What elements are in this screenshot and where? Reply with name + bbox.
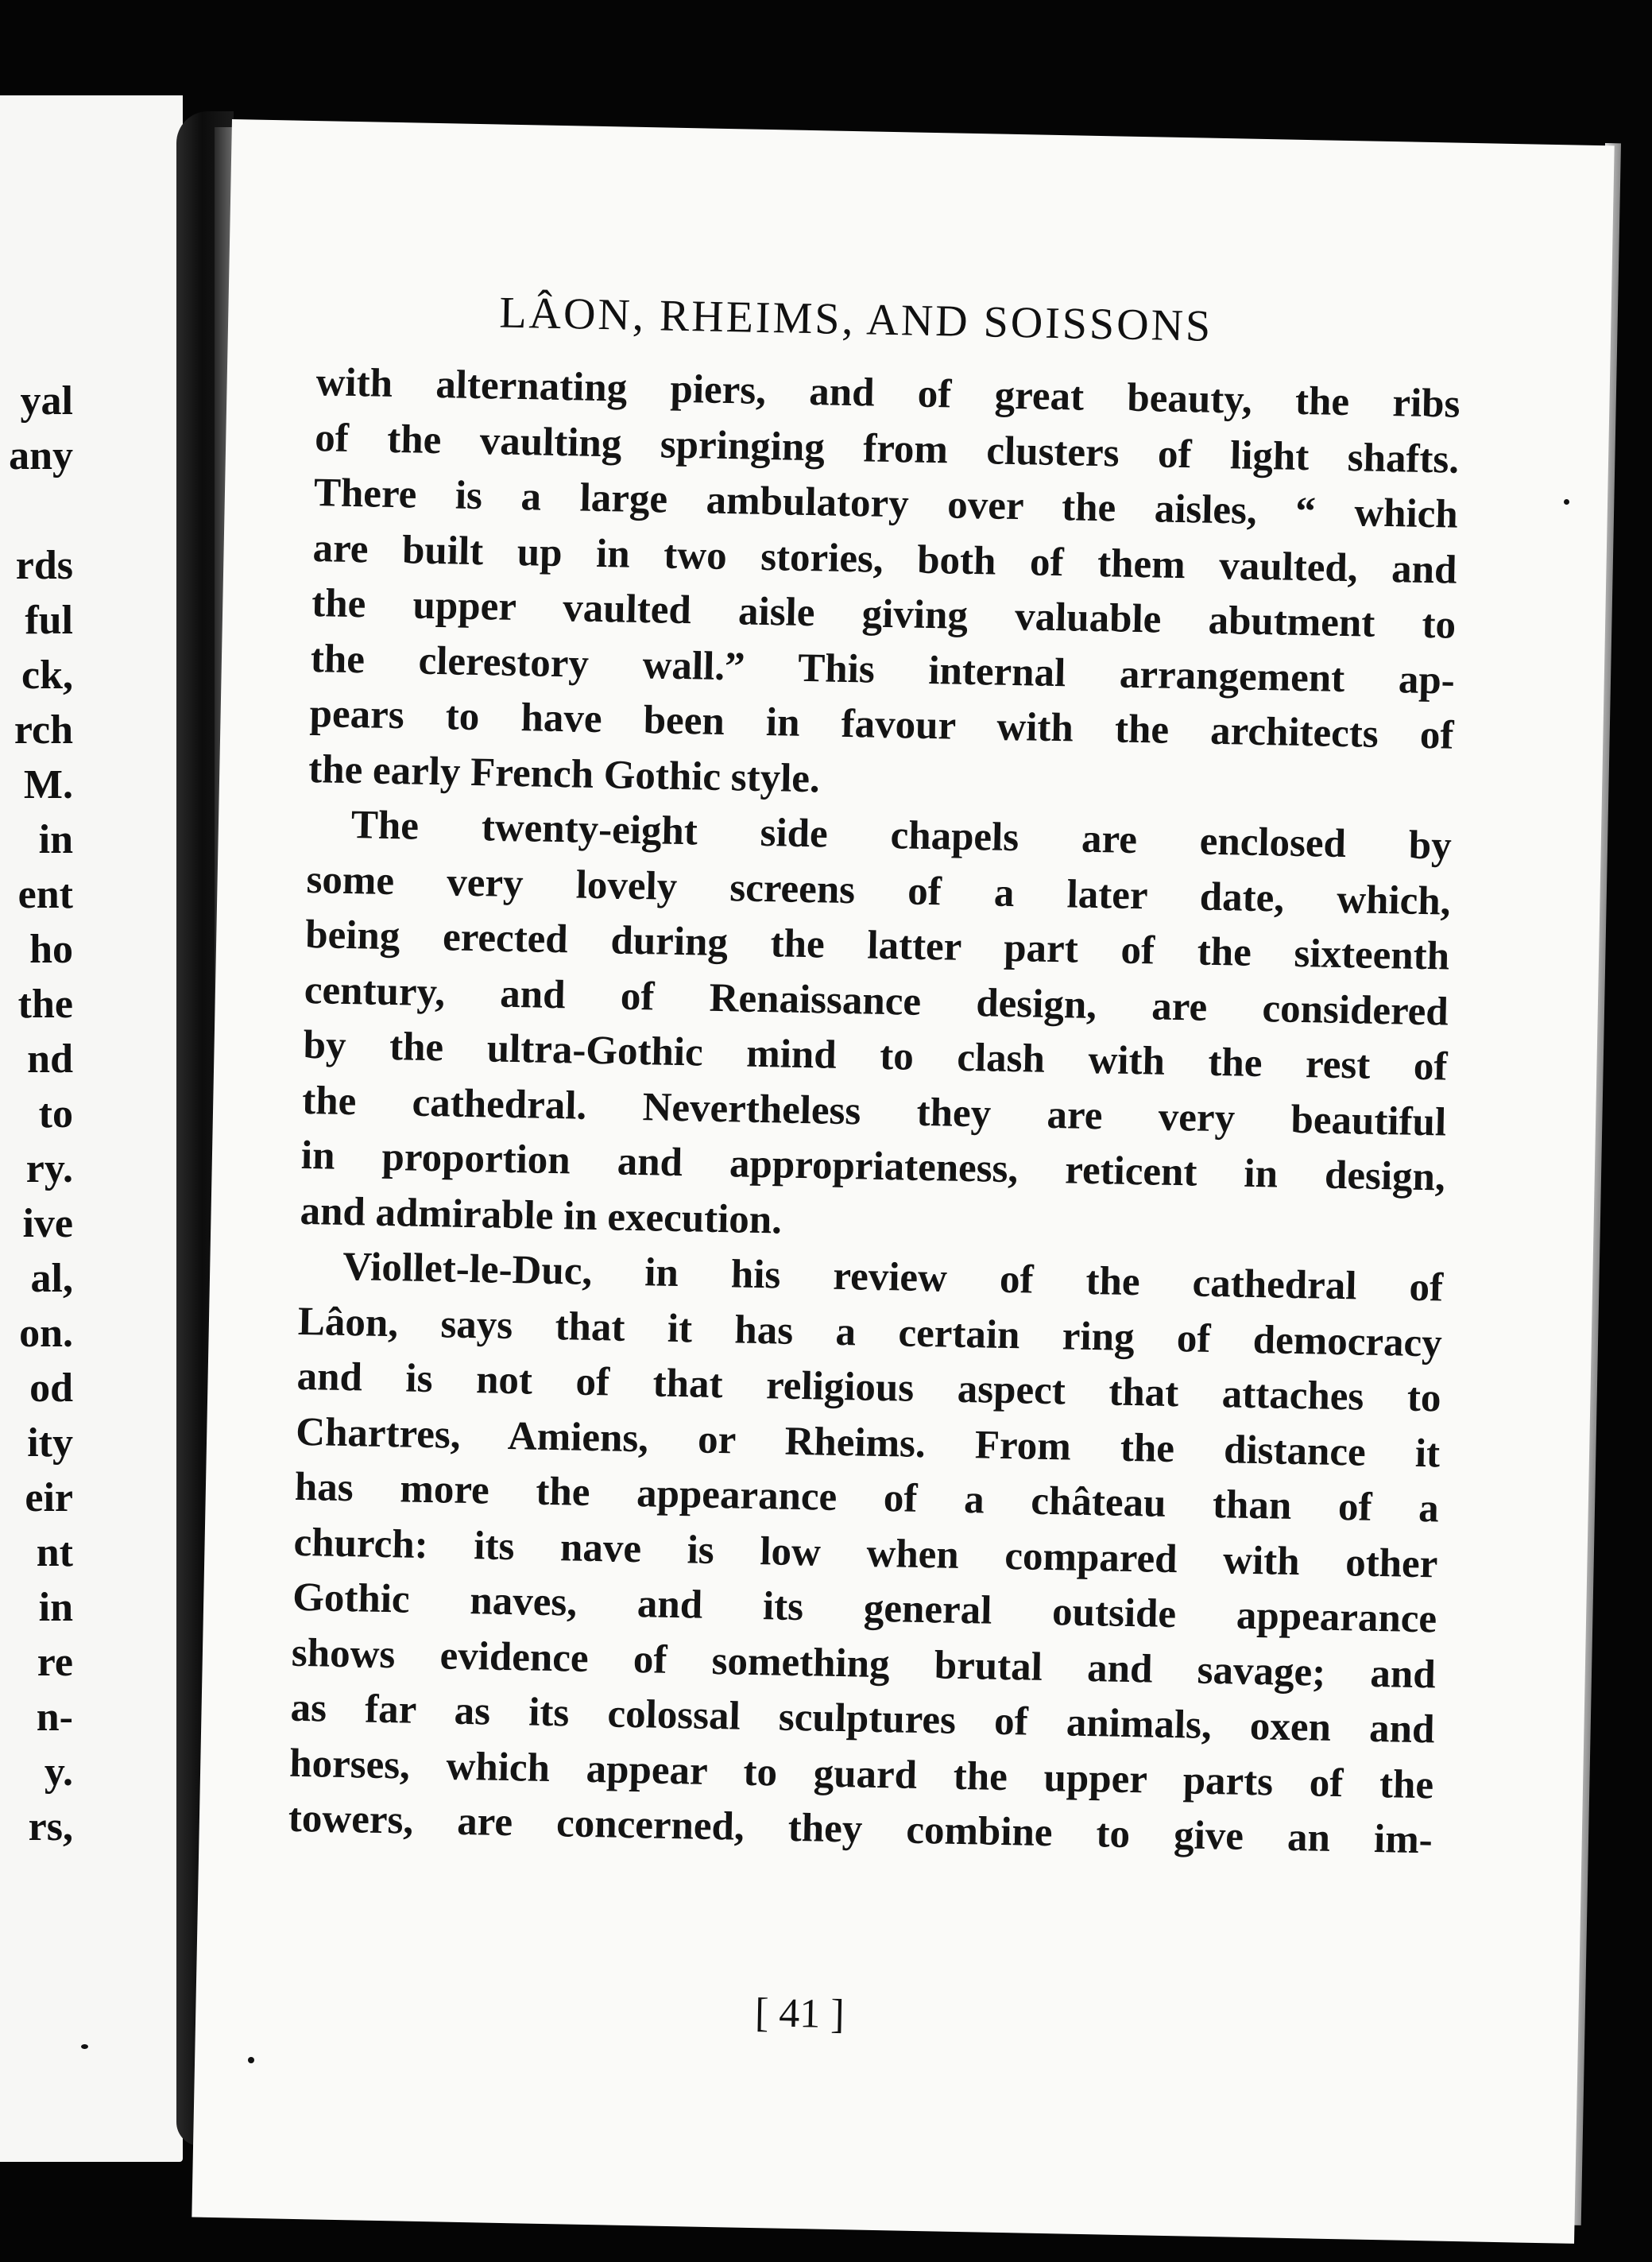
- scan-speck: [81, 2044, 88, 2049]
- text-line: being erected during the latter part of the sixteenth: [304, 912, 1450, 979]
- text-line: as far as its colossal sculptures of animals, oxen and: [290, 1685, 1435, 1753]
- text-line: Lâon, says that it has a certain ring of democracy: [297, 1299, 1443, 1366]
- left-line: in: [38, 1585, 73, 1630]
- text-line: some very lovely screens of a later date, which,: [306, 857, 1451, 924]
- text-line: towers, are concerned, they combine to give an im-: [288, 1795, 1433, 1863]
- left-line: nd: [27, 1036, 73, 1082]
- text-line: the cathedral. Nevertheless they are very beautiful: [301, 1078, 1447, 1145]
- text-line: and admirable in execution.: [300, 1188, 783, 1243]
- left-line: on.: [19, 1311, 73, 1356]
- left-line: re: [37, 1640, 73, 1685]
- body-text: [288, 355, 1460, 1869]
- left-line: eir: [25, 1475, 73, 1520]
- text-line: horses, which appear to guard the upper parts of the: [288, 1741, 1434, 1807]
- text-line: of the vaulting springing from clusters of light shafts.: [314, 415, 1460, 482]
- text-line: church: its nave is low when compared with other: [293, 1520, 1438, 1586]
- text-line: and is not of that religious aspect that attaches to: [296, 1354, 1441, 1421]
- text-line: by the ultra-Gothic mind to clash with the rest of: [303, 1022, 1448, 1090]
- right-page: [192, 119, 1614, 2244]
- left-line: ck,: [21, 653, 73, 698]
- text-line: the upper vaulted aisle giving valuable abutment to: [311, 581, 1457, 648]
- scan-speck: [1564, 499, 1569, 505]
- paragraph-first-line: The twenty-eight side chapels are enclosed by: [350, 803, 1453, 869]
- text-line: with alternating piers, and of great beauty, the ribs: [315, 360, 1460, 427]
- left-line: ho: [29, 927, 73, 972]
- text-line: has more the appearance of a château than of a: [294, 1464, 1440, 1532]
- page-number: [ 41 ]: [754, 1990, 845, 2038]
- left-page-cropped-text: [0, 374, 73, 1854]
- text-line: century, and of Renaissance design, are considered: [304, 967, 1449, 1035]
- text-line: Chartres, Amiens, or Rheims. From the distance it: [295, 1409, 1441, 1476]
- left-line: any: [9, 433, 73, 478]
- text-line: the clerestory wall.” This internal arrangement ap-: [310, 636, 1456, 703]
- left-line: yal: [20, 378, 73, 424]
- left-line: n-: [36, 1695, 73, 1740]
- left-line: ity: [27, 1420, 73, 1466]
- left-line: rs,: [28, 1804, 73, 1849]
- left-line: [0, 483, 73, 538]
- left-line: rch: [14, 707, 73, 753]
- left-line: ry.: [25, 1146, 73, 1191]
- running-head: LÂON, RHEIMS, AND SOISSONS: [498, 288, 1213, 351]
- text-line: shows evidence of something brutal and savage; and: [291, 1630, 1437, 1697]
- left-line: od: [29, 1365, 73, 1411]
- text-line: are built up in two stories, both of them vaulted, and: [312, 525, 1457, 593]
- text-line: the early French Gothic style.: [308, 746, 821, 801]
- text-line: Gothic naves, and its general outside appearance: [292, 1574, 1437, 1642]
- left-line: ent: [17, 872, 73, 917]
- text-line: There is a large ambulatory over the aisles, “ which: [313, 471, 1459, 537]
- left-line: M.: [23, 762, 73, 808]
- left-line: y.: [44, 1749, 73, 1795]
- left-line: rds: [15, 543, 73, 588]
- left-page: [0, 95, 183, 2162]
- text-line: in proportion and appropriateness, reticent in design,: [300, 1133, 1446, 1200]
- left-line: in: [38, 817, 73, 862]
- scan-speck: [248, 2057, 254, 2063]
- left-line: ive: [22, 1201, 73, 1246]
- paragraph-first-line: Viollet-le-Duc, in his review of the cathedral of: [342, 1244, 1444, 1311]
- left-line: to: [38, 1091, 73, 1137]
- left-line: al,: [30, 1256, 73, 1301]
- left-line: the: [17, 982, 73, 1027]
- left-line: ful: [25, 598, 73, 643]
- left-line: nt: [36, 1530, 73, 1575]
- text-line: pears to have been in favour with the architects of: [309, 691, 1454, 758]
